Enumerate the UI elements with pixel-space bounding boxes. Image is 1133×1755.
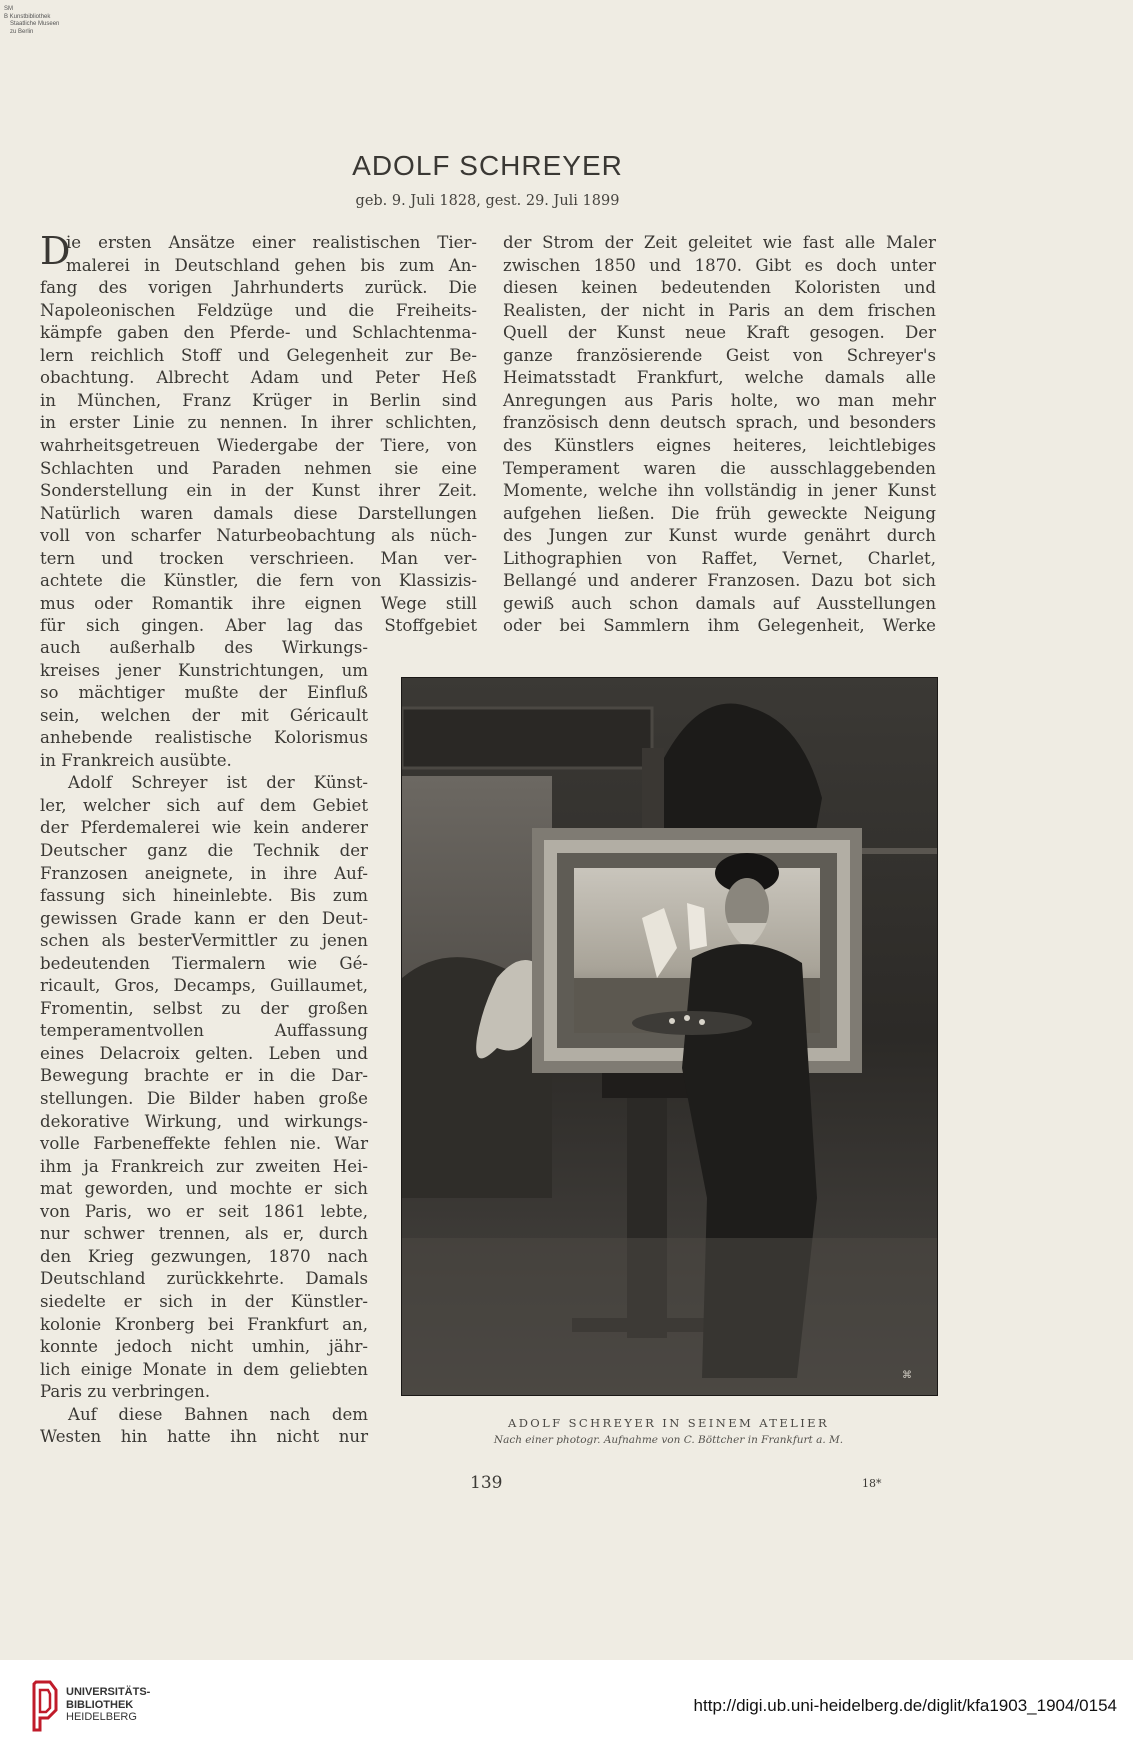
- text-line: ricault, Gros, Decamps, Guillaumet,: [40, 976, 368, 996]
- text-line: schen als besterVermittler zu jenen: [40, 931, 368, 951]
- text-line: von Paris, wo er seit 1861 lebte,: [40, 1201, 368, 1221]
- text-line: auch außerhalb des Wirkungs-: [40, 638, 368, 657]
- text-line: achtete die Künstler, die fern von Klassizis-: [40, 571, 477, 591]
- text-line: lich einige Monate in dem geliebten: [40, 1359, 368, 1379]
- text-line: Lithographien von Raffet, Vernet, Charlet,: [503, 548, 936, 568]
- text-line: siedelte er sich in der Künstler-: [40, 1291, 368, 1311]
- text-line: Bewegung brachte er in die Dar-: [40, 1066, 368, 1086]
- text-line: der Strom der Zeit geleitet wie fast alle Maler: [503, 233, 936, 252]
- atelier-photograph: [401, 677, 938, 1396]
- text-line: oder bei Sammlern ihm Gelegenheit, Werke: [503, 616, 936, 636]
- text-line: sein, welchen der mit Géricault: [40, 705, 368, 725]
- text-line: volle Farbeneffekte fehlen nie. War: [40, 1134, 368, 1154]
- figure-credit: Nach einer photogr. Aufnahme von C. Böttcher in Frankfurt a. M.: [493, 1434, 844, 1446]
- text-line: Deutschland zurückkehrte. Damals: [40, 1269, 368, 1289]
- text-line: gewiß auch schon damals auf Ausstellungen: [503, 593, 936, 613]
- text-line: Auf diese Bahnen nach dem: [68, 1404, 368, 1424]
- text-line: Deutscher ganz die Technik der: [40, 840, 368, 860]
- text-line: Napoleonischen Feldzüge und die Freiheits-: [40, 300, 477, 320]
- text-line: kämpfe gaben den Pferde- und Schlachtenma-: [40, 323, 477, 343]
- text-line: der Pferdemalerei wie kein anderer: [40, 818, 368, 838]
- text-line: fang des vorigen Jahrhunderts zurück. Die: [40, 278, 477, 298]
- text-line: bedeutenden Tiermalern wie Gé-: [40, 953, 368, 973]
- text-line: Paris zu verbringen.: [40, 1382, 211, 1402]
- permalink-url[interactable]: http://digi.ub.uni-heidelberg.de/diglit/kfa1903_1904/0154: [693, 1696, 1117, 1715]
- text-line: stellungen. Die Bilder haben große: [40, 1089, 368, 1108]
- text-line: malerei in Deutschland gehen bis zum An-: [66, 255, 477, 275]
- text-line: französisch denn deutsch sprach, und besonders: [503, 413, 936, 433]
- library-name: [66, 1686, 150, 1724]
- text-line: Westen hin hatte ihn nicht nur: [40, 1427, 368, 1447]
- viewer-footer: [0, 1660, 1133, 1755]
- text-line: Natürlich waren damals diese Darstellungen: [40, 503, 477, 523]
- text-line: kreises jener Kunstrichtungen, um: [40, 660, 368, 680]
- text-line: wahrheitsgetreuen Wiedergabe der Tiere, von: [40, 435, 477, 455]
- stamp-line: zu Berlin: [10, 28, 34, 35]
- text-line: anhebende realistische Kolorismus: [40, 728, 368, 748]
- text-line: Bellangé und anderer Franzosen. Dazu bot sich: [503, 571, 936, 591]
- text-line: Heimatsstadt Frankfurt, welche damals alle: [503, 368, 936, 388]
- text-line: Realisten, der nicht in Paris an dem frischen: [503, 300, 936, 320]
- text-line: nur schwer trennen, als er, durch: [40, 1224, 368, 1244]
- text-line: in Frankreich ausübte.: [40, 750, 232, 770]
- page-number: 139: [470, 1473, 503, 1493]
- text-line: Anregungen aus Paris holte, wo man mehr: [503, 390, 936, 410]
- text-line: Temperament waren die ausschlaggebenden: [503, 458, 936, 478]
- text-line: dekorative Wirkung, und wirkungs-: [40, 1111, 368, 1131]
- article-subtitle: geb. 9. Juli 1828, gest. 29. Juli 1899: [355, 193, 620, 209]
- library-name-line: HEIDELBERG: [66, 1711, 137, 1723]
- text-line: voll von scharfer Naturbeobachtung als nüch-: [40, 526, 477, 546]
- library-stamp: [4, 6, 114, 36]
- text-line: Momente, welche ihn vollständig in jener Kunst: [503, 481, 936, 501]
- text-line: so mächtiger mußte der Einfluß: [40, 683, 368, 703]
- text-line: den Krieg gezwungen, 1870 nach: [40, 1246, 368, 1266]
- text-line: zwischen 1850 und 1870. Gibt es doch unter: [503, 255, 936, 275]
- text-line: mus oder Romantik ihre eignen Wege still: [40, 593, 477, 613]
- text-line: des Jungen zur Kunst wurde genährt durch: [503, 526, 936, 546]
- text-line: gewissen Grade kann er den Deut-: [40, 908, 368, 928]
- text-line: obachtung. Albrecht Adam und Peter Heß: [40, 368, 477, 388]
- text-line: ganze französierende Geist von Schreyer's: [503, 345, 936, 365]
- text-line: Franzosen aneignete, in ihre Auf-: [40, 863, 368, 883]
- text-line: Sonderstellung ein in der Kunst ihrer Zeit.: [40, 481, 477, 501]
- library-name-line: UNIVERSITÄTS-: [66, 1686, 151, 1698]
- text-line: konnte jedoch nicht umhin, jähr-: [40, 1337, 368, 1357]
- stamp-line: Staatliche Museen: [10, 21, 60, 27]
- text-line: fassung sich hineinlebte. Bis zum: [40, 886, 368, 906]
- library-name-line: BIBLIOTHEK: [66, 1698, 134, 1711]
- stamp-line: B Kunstbibliothek: [4, 13, 51, 20]
- text-line: ie ersten Ansätze einer realistischen Tier-: [66, 233, 477, 252]
- text-line: diesen keinen bedeutenden Koloristen und: [503, 278, 936, 298]
- text-line: des Künstlers eignes heiteres, leichtlebiges: [503, 435, 936, 455]
- stamp-line: SM: [4, 6, 13, 12]
- figure-caption: ADOLF SCHREYER IN SEINEM ATELIER: [507, 1416, 830, 1430]
- text-line: lern reichlich Stoff und Gelegenheit zur Be-: [40, 345, 477, 365]
- text-line: ler, welcher sich auf dem Gebiet: [40, 795, 368, 815]
- text-line: Adolf Schreyer ist der Künst-: [68, 773, 368, 793]
- text-line: aufgehen ließen. Die früh geweckte Neigung: [503, 503, 936, 523]
- text-line: Schlachten und Paraden nehmen sie eine: [40, 458, 477, 478]
- text-line: mat geworden, und mochte er sich: [40, 1179, 368, 1199]
- drop-cap: D: [40, 229, 71, 273]
- article-title: ADOLF SCHREYER: [352, 150, 623, 181]
- text-line: in erster Linie zu nennen. In ihrer schlichten,: [40, 413, 477, 433]
- text-line: Quell der Kunst neue Kraft gesogen. Der: [503, 323, 936, 343]
- text-line: in München, Franz Krüger in Berlin sind: [40, 390, 477, 410]
- svg-text:⌘: ⌘: [902, 1370, 912, 1381]
- text-line: kolonie Kronberg bei Frankfurt an,: [40, 1314, 368, 1334]
- library-logo-icon: [30, 1678, 60, 1734]
- text-line: für sich gingen. Aber lag das Stoffgebiet: [40, 616, 477, 636]
- text-line: ihm ja Frankreich zur zweiten Hei-: [40, 1156, 368, 1176]
- text-line: tern und trocken verschrieen. Man ver-: [40, 548, 477, 568]
- signature-mark: 18*: [862, 1477, 882, 1490]
- text-line: Fromentin, selbst zu der großen: [40, 998, 368, 1018]
- text-line: eines Delacroix gelten. Leben und: [40, 1043, 368, 1063]
- text-line: temperamentvollen Auffassung: [40, 1021, 368, 1041]
